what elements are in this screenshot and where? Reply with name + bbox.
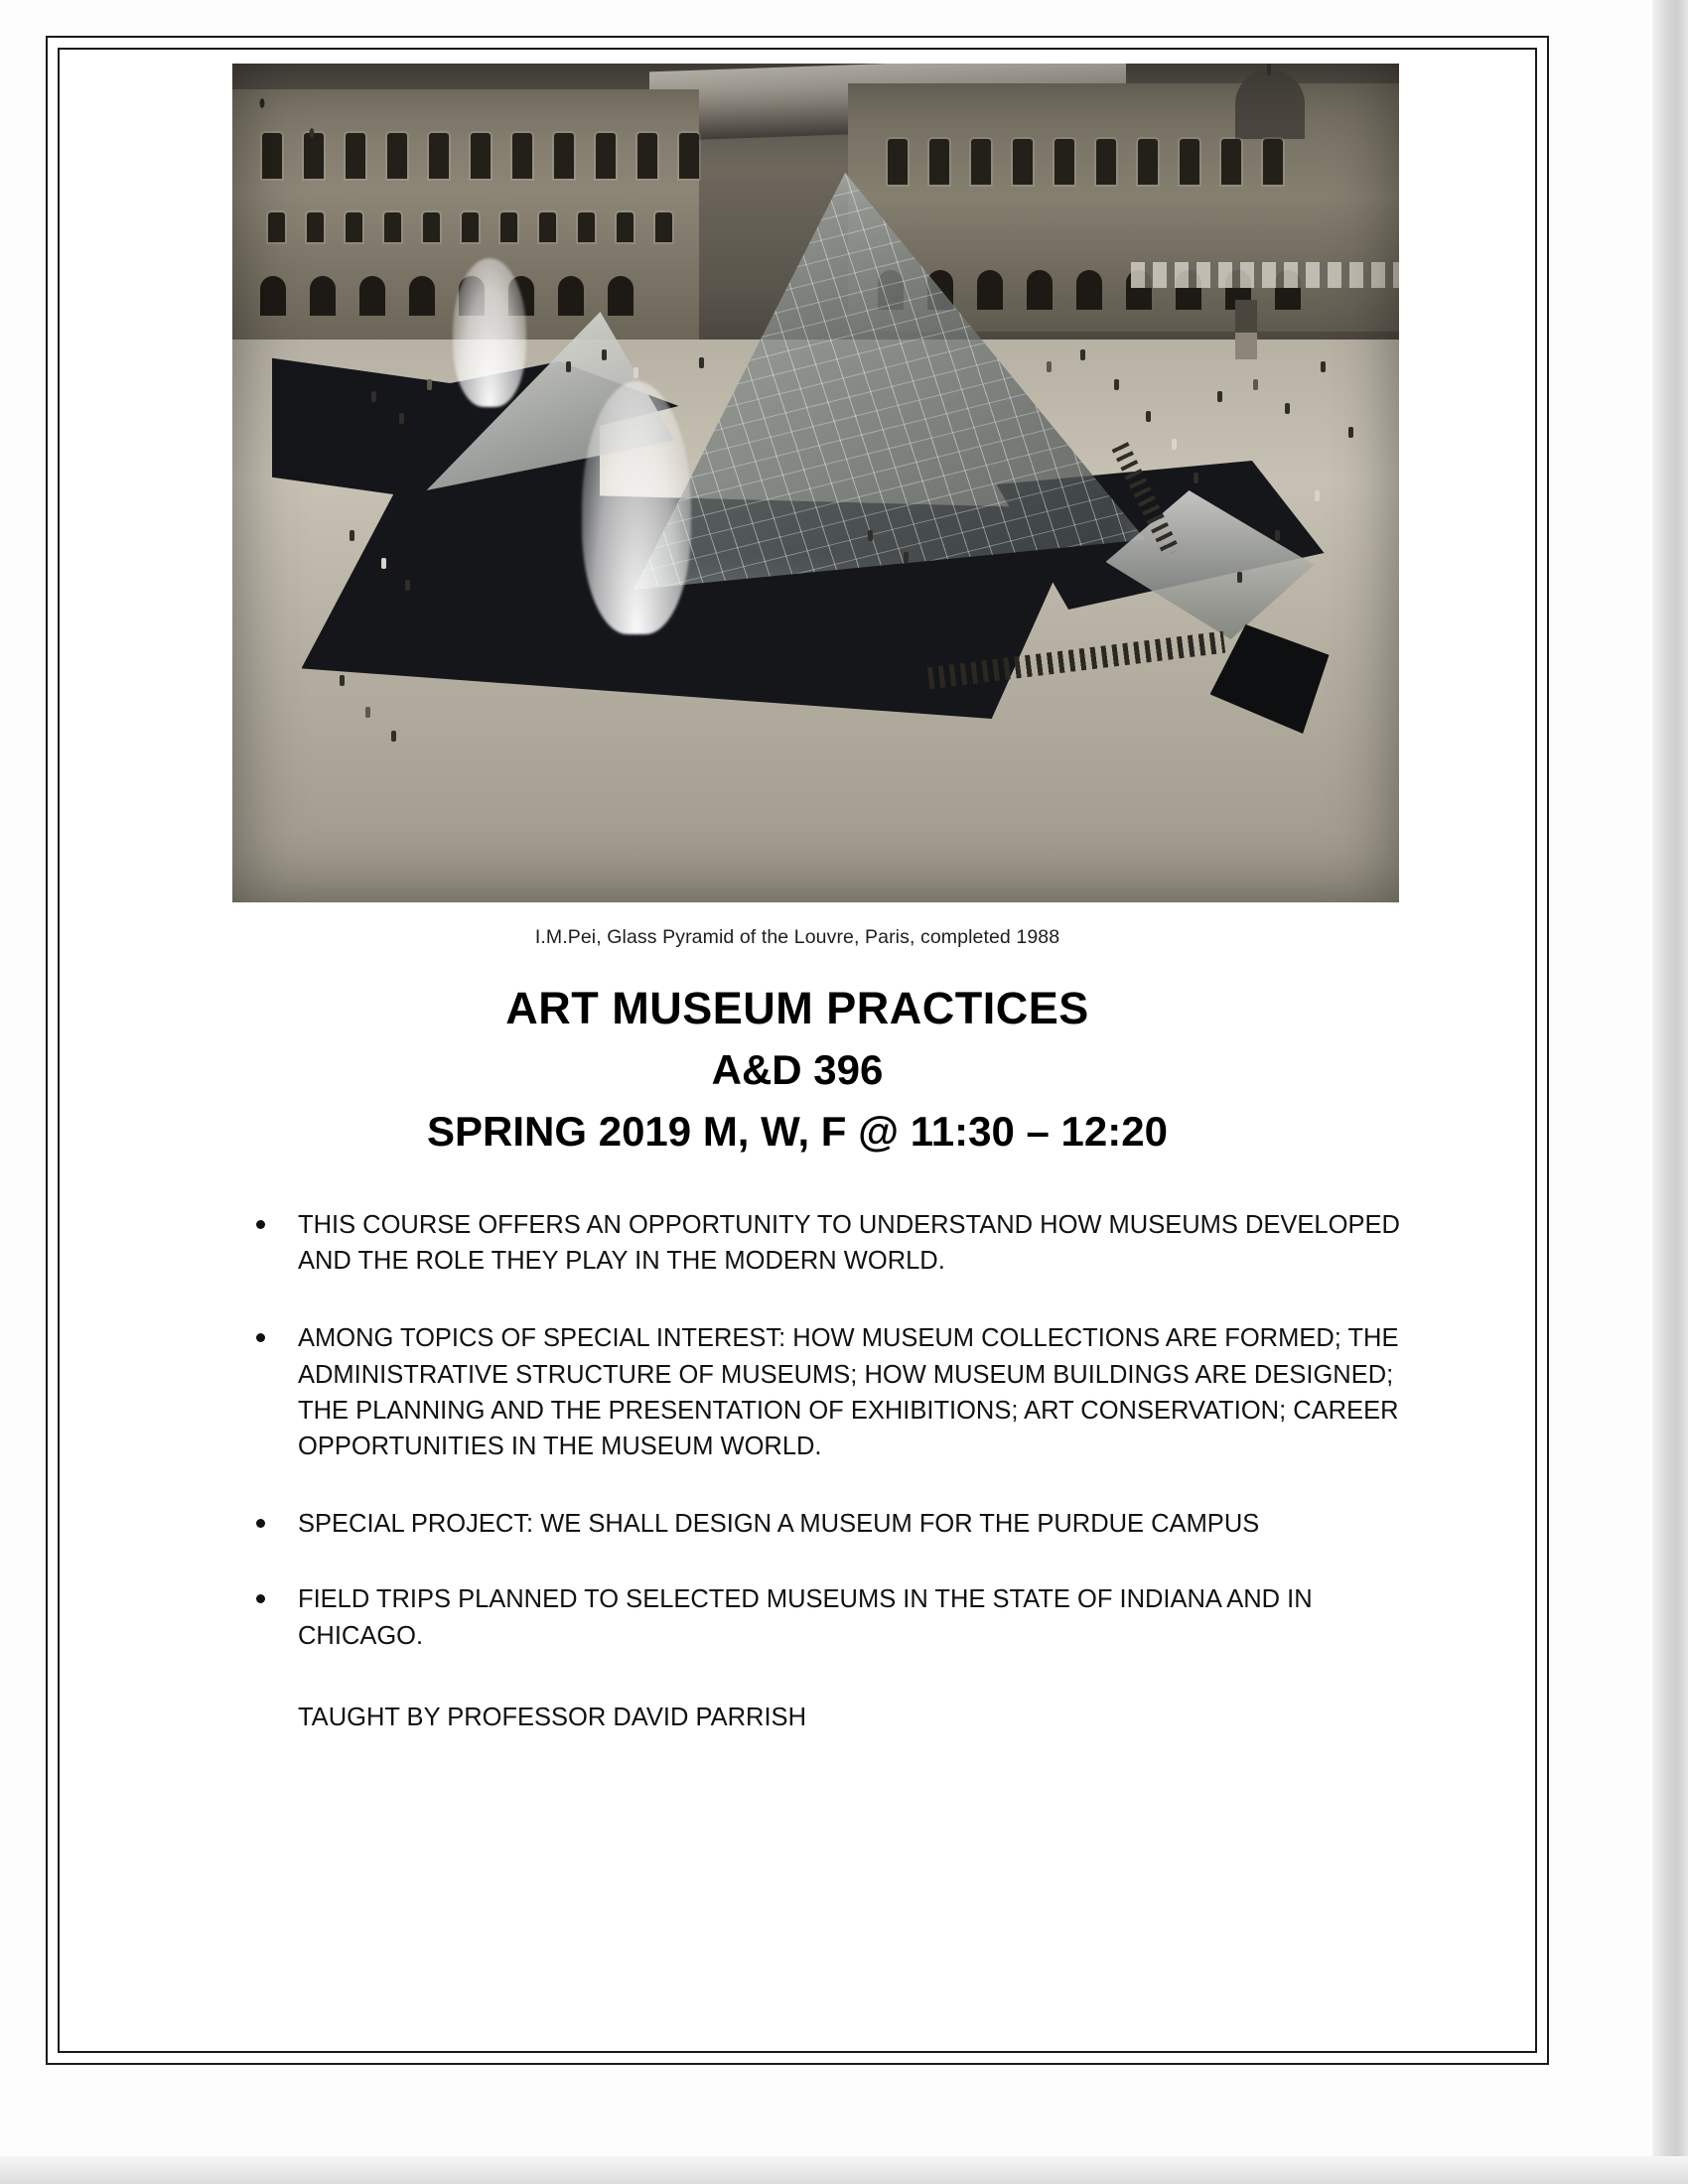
visitor	[1047, 361, 1052, 372]
course-title: ART MUSEUM PRACTICES	[505, 983, 1089, 1033]
visitor	[1348, 427, 1353, 438]
visitor	[1194, 473, 1198, 483]
louvre-glass-pyramid-photo	[232, 64, 1399, 902]
louvre-photo-frame	[232, 64, 1399, 902]
visitor	[904, 552, 909, 563]
scan-edge-bottom	[0, 2156, 1688, 2184]
visitor	[391, 731, 396, 742]
visitor	[1275, 530, 1280, 541]
visitor	[405, 580, 410, 591]
visitor	[1217, 391, 1222, 402]
visitor	[350, 530, 354, 541]
visitor	[1080, 349, 1085, 360]
list-item: AMONG TOPICS OF SPECIAL INTEREST: HOW MUSEUM COLLECTIONS ARE FORMED; THE ADMINISTRATIVE STRUCTURE OF MUSEUMS; HOW MUSEUM BUILDINGS ARE DESIGNED; THE PLANNING AND THE PRESENTATION OF EXHIBITIONS; ART CONSERVATION; CAREER OPPORTUNITIES IN THE MUSEUM WORLD.	[246, 1320, 1418, 1464]
list-item: THIS COURSE OFFERS AN OPPORTUNITY TO UNDERSTAND HOW MUSEUMS DEVELOPED AND THE ROLE THEY PLAY IN THE MODERN WORLD.	[246, 1207, 1418, 1279]
list-item: FIELD TRIPS PLANNED TO SELECTED MUSEUMS IN THE STATE OF INDIANA AND IN CHICAGO.	[246, 1581, 1418, 1653]
visitor	[1285, 403, 1290, 414]
visitor	[1114, 379, 1119, 390]
course-number: A&D 396	[711, 1046, 884, 1093]
course-schedule: SPRING 2019 M, W, F @ 11:30 – 12:20	[427, 1108, 1168, 1155]
visitor	[633, 367, 638, 378]
visitor	[427, 379, 432, 390]
visitor	[868, 530, 873, 541]
visitor	[1321, 361, 1326, 372]
photo-caption: I.M.Pei, Glass Pyramid of the Louvre, Paris, completed 1988	[534, 926, 1060, 948]
visitor	[1237, 572, 1242, 583]
scan-edge-right	[1652, 0, 1688, 2184]
visitor	[602, 349, 607, 360]
visitor	[371, 391, 376, 402]
visitor	[699, 357, 704, 368]
flyer-content	[87, 64, 1507, 2043]
visitor	[399, 413, 404, 424]
visitor	[1315, 490, 1320, 501]
flyer-sheet	[46, 36, 1549, 2065]
visitor	[340, 675, 345, 686]
visitor	[1172, 439, 1177, 450]
visitor	[365, 707, 370, 718]
visitor	[381, 558, 386, 569]
visitor	[1253, 379, 1258, 390]
visitor	[566, 361, 571, 372]
instructor-line: TAUGHT BY PROFESSOR DAVID PARRISH	[298, 1703, 806, 1731]
course-description	[246, 1207, 1418, 1735]
visitor	[1146, 411, 1151, 422]
page-title	[87, 983, 1507, 1156]
list-item: SPECIAL PROJECT: WE SHALL DESIGN A MUSEUM FOR THE PURDUE CAMPUS	[246, 1506, 1418, 1542]
courtyard-visitors	[232, 64, 1399, 902]
